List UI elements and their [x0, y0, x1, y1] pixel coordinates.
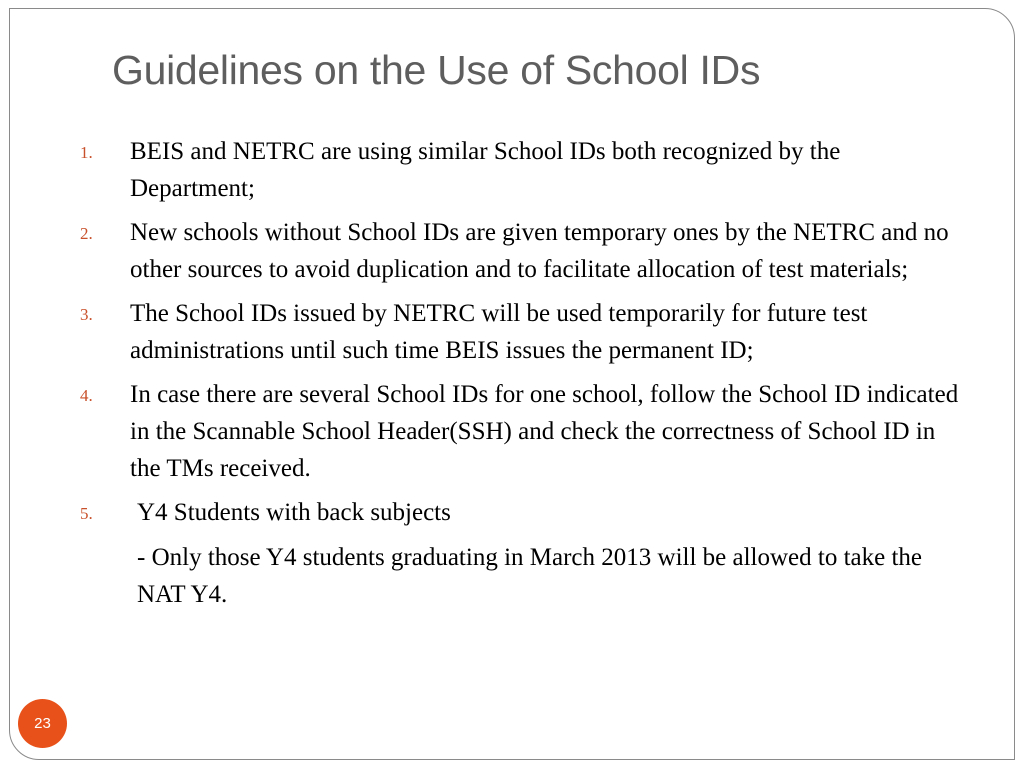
page-number: 23 [34, 715, 51, 732]
list-subtext: - Only those Y4 students graduating in March 2013 will be allowed to take the NAT Y4. [137, 544, 923, 608]
list-item-2 [0, 214, 1024, 288]
list-item-3 [0, 295, 1024, 369]
list-text: In case there are several School IDs for one school, follow the School ID indicated in the Scannable School Header(SSH) and check the correctness of School ID in the TMs received. [130, 381, 959, 482]
list-text: The School IDs issued by NETRC will be used temporarily for future test administrations until such time BEIS issues the permanent ID; [130, 300, 868, 364]
list-item-5 [0, 494, 1024, 613]
page-number-badge [18, 699, 67, 748]
slide-title: Guidelines on the Use of School IDs [112, 47, 761, 93]
list-number: 5. [80, 504, 93, 523]
list-number: 2. [80, 224, 93, 243]
guidelines-list [0, 133, 1024, 620]
list-number: 1. [80, 143, 93, 162]
list-text: BEIS and NETRC are using similar School IDs both recognized by the Department; [130, 138, 841, 202]
list-item-4 [0, 376, 1024, 487]
list-number: 3. [80, 305, 93, 324]
list-text: Y4 Students with back subjects [137, 499, 451, 526]
list-item-1 [0, 133, 1024, 207]
list-number: 4. [80, 386, 93, 405]
list-text: New schools without School IDs are given temporary ones by the NETRC and no other sources to avoid duplication and to facilitate allocation of test materials; [130, 219, 949, 283]
